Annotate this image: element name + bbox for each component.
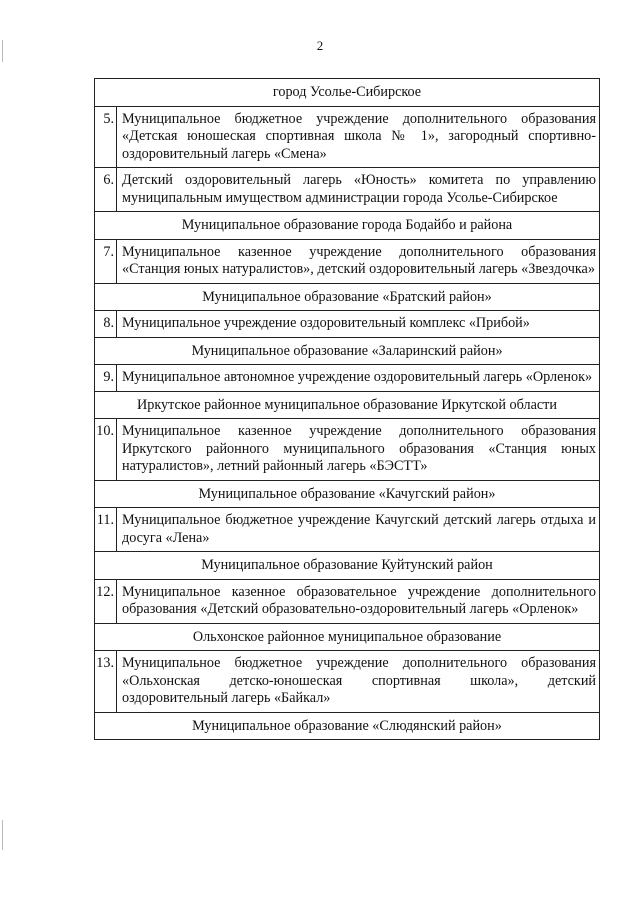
table-row (95, 239, 600, 283)
institution-name: Муниципальное учреждение оздоровительный комплекс «Прибой» (117, 311, 600, 338)
table-row (95, 106, 600, 168)
region-name: город Усолье-Сибирское (95, 79, 600, 107)
region-name: Муниципальное образование «Слюдянский район» (95, 712, 600, 740)
table-row (95, 579, 600, 623)
scan-edge-mark (2, 820, 3, 850)
table-row (95, 311, 600, 338)
institution-name: Муниципальное бюджетное учреждение Качугский детский лагерь отдыха и досуга «Лена» (117, 508, 600, 552)
region-name: Муниципальное образование города Бодайбо и района (95, 212, 600, 240)
table-row (95, 419, 600, 481)
row-number: 6. (95, 168, 117, 212)
region-header-row (95, 212, 600, 240)
region-name: Иркутское районное муниципальное образование Иркутской области (95, 391, 600, 419)
region-header-row (95, 712, 600, 740)
region-header-row (95, 337, 600, 365)
region-header-row (95, 480, 600, 508)
institution-name: Муниципальное бюджетное учреждение дополнительного образования «Детская юношеская спортивная школа № 1», загородный спортивно-оздоровительный лагерь «Смена» (117, 106, 600, 168)
institutions-table (94, 78, 600, 740)
region-header-row (95, 283, 600, 311)
row-number: 13. (95, 651, 117, 713)
institution-name: Муниципальное казенное учреждение дополнительного образования Иркутского районного муниципального образования «Станция юных натуралистов», летний районный лагерь «БЭСТТ» (117, 419, 600, 481)
region-header-row (95, 79, 600, 107)
institution-name: Муниципальное казенное учреждение дополнительного образования «Станция юных натуралистов», детский оздоровительный лагерь «Звездочка» (117, 239, 600, 283)
region-name: Муниципальное образование «Братский район» (95, 283, 600, 311)
region-header-row (95, 391, 600, 419)
institution-name: Детский оздоровительный лагерь «Юность» комитета по управлению муниципальным имуществом администрации города Усолье-Сибирское (117, 168, 600, 212)
region-name: Муниципальное образование Куйтунский район (95, 552, 600, 580)
row-number: 5. (95, 106, 117, 168)
institution-name: Муниципальное автономное учреждение оздоровительный лагерь «Орленок» (117, 365, 600, 392)
region-name: Ольхонское районное муниципальное образование (95, 623, 600, 651)
table-row (95, 365, 600, 392)
institution-name: Муниципальное бюджетное учреждение дополнительного образования «Ольхонская детско-юношеская спортивная школа», детский оздоровительный лагерь «Байкал» (117, 651, 600, 713)
row-number: 9. (95, 365, 117, 392)
row-number: 11. (95, 508, 117, 552)
region-header-row (95, 623, 600, 651)
table-row (95, 168, 600, 212)
institution-name: Муниципальное казенное образовательное учреждение дополнительного образования «Детский образовательно-оздоровительный лагерь «Орленок» (117, 579, 600, 623)
region-name: Муниципальное образование «Качугский район» (95, 480, 600, 508)
row-number: 10. (95, 419, 117, 481)
page-number: 2 (316, 38, 324, 53)
row-number: 12. (95, 579, 117, 623)
row-number: 7. (95, 239, 117, 283)
table-row (95, 508, 600, 552)
row-number: 8. (95, 311, 117, 338)
region-name: Муниципальное образование «Заларинский район» (95, 337, 600, 365)
table-row (95, 651, 600, 713)
region-header-row (95, 552, 600, 580)
